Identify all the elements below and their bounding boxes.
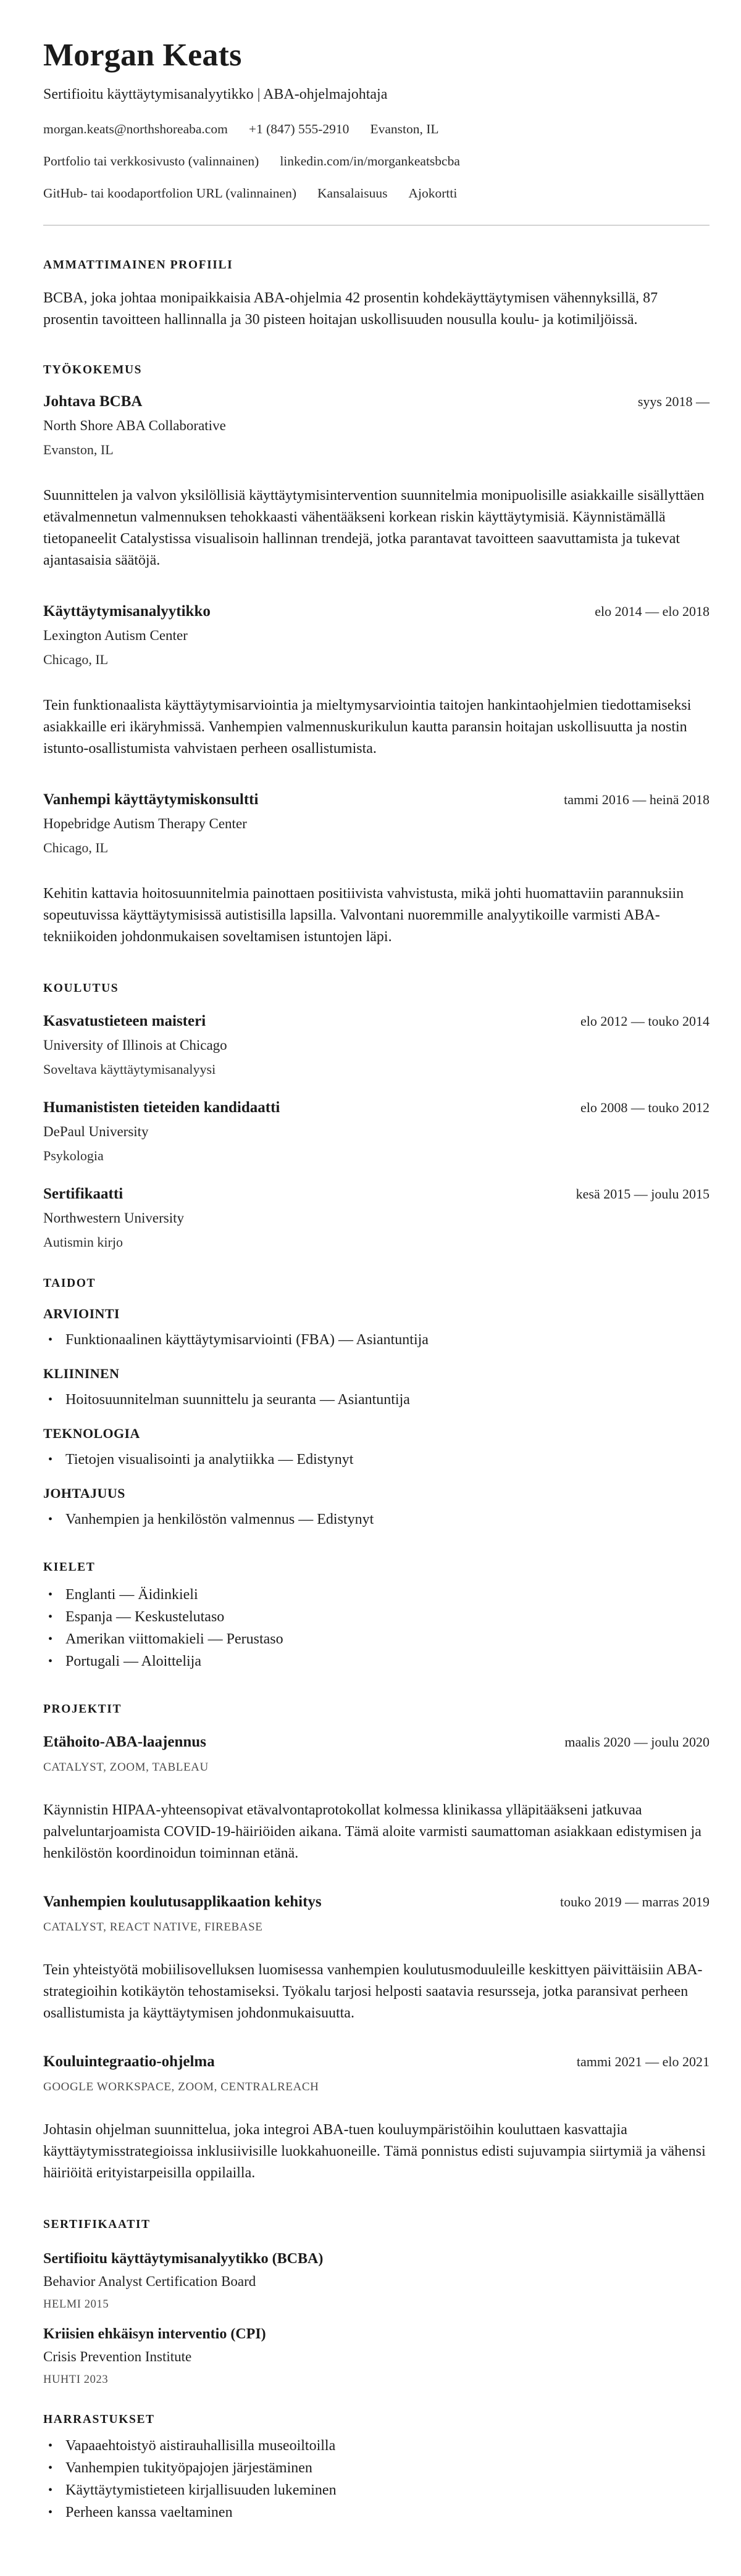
language-list — [43, 1584, 710, 1672]
contact-citizenship: Kansalaisuus — [317, 186, 388, 201]
language-item-text: Portugali — Aloittelija — [65, 1653, 201, 1669]
degree-entry — [43, 1012, 710, 1078]
project-entry — [43, 2053, 710, 2184]
job-header — [43, 602, 710, 621]
degree-header — [43, 1012, 710, 1031]
project-dates: maalis 2020 — joulu 2020 — [564, 1734, 710, 1750]
hobby-list — [43, 2435, 710, 2524]
hobby-item — [43, 2501, 710, 2524]
job-description: Kehitin kattavia hoitosuunnitelmia painottaen positiivista vahvistusta, mikä johti huomattaviin parannuksiin sopeutuvissa käyttäytymisissä autistisilla lapsilla. Valvontani nuoremmille analyytikoille varmisti ABA-tekniikoiden johdonmukaisen soveltamisen istuntojen läpi. — [43, 886, 684, 945]
bullet-icon: • — [48, 1610, 53, 1624]
certification-date: HUHTI 2023 — [43, 2374, 109, 2386]
certification-issuer: Behavior Analyst Certification Board — [43, 2274, 256, 2289]
job-description: Tein funktionaalista käyttäytymisarviointia ja mieltymysarviointia taitojen hankintaohjelmien tiedottamiseksi asiakkaille eri ikäryhmissä. Vanhempien valmennuskurikulun kautta paransin hoitajan uskollisuutta ja nostin istunto-osallistumista vahvistaen perheen osallistumista. — [43, 697, 692, 757]
degree-entry — [43, 1185, 710, 1250]
contact-row-1 — [43, 122, 710, 136]
hobby-item — [43, 2479, 710, 2501]
degree-field: Soveltava käyttäytymisanalyysi — [43, 1062, 216, 1077]
job-dates: syys 2018 — — [637, 394, 710, 409]
job-title: Käyttäytymisanalyytikko — [43, 603, 211, 620]
job-description: Suunnittelen ja valvon yksilöllisiä käyttäytymisintervention suunnitelmia monipuolisille asiakkaille sisällyttäen etävalmennetun valmennuksen tehokkaasti vähentääkseni korkean riskin käyttäytymisiä. Käynnistämällä tietopaneelit Catalystissa visualisoin hallinnan trendejä, jotka parantavat tavoitteen saavuttamista ja tukevat ajantasaisia säätöjä. — [43, 488, 705, 568]
contact-linkedin: linkedin.com/in/morgankeatsbcba — [280, 154, 460, 168]
skill-item-text: Funktionaalinen käyttäytymisarviointi (FBA) — Asiantuntija — [65, 1332, 429, 1348]
degree-field: Autismin kirjo — [43, 1234, 123, 1250]
skill-item-text: Tietojen visualisointi ja analytiikka — Edistynyt — [65, 1452, 354, 1468]
language-item — [43, 1606, 710, 1628]
project-stack: GOOGLE WORKSPACE, ZOOM, CENTRALREACH — [43, 2080, 319, 2093]
job-entry — [43, 393, 710, 571]
section-heading-profile: AMMATTIMAINEN PROFIILI — [43, 259, 233, 272]
degree-dates: elo 2012 — touko 2014 — [580, 1013, 710, 1029]
section-skills — [43, 1276, 710, 1531]
contact-email: morgan.keats@northshoreaba.com — [43, 122, 228, 136]
certification-issuer: Crisis Prevention Institute — [43, 2349, 192, 2364]
bullet-icon: • — [48, 1513, 53, 1526]
project-header — [43, 1893, 710, 1911]
certification-name: Sertifioitu käyttäytymisanalyytikko (BCBA) — [43, 2251, 324, 2267]
bullet-icon: • — [48, 1588, 53, 1602]
hobby-item-text: Käyttäytymistieteen kirjallisuuden lukeminen — [65, 2482, 337, 2498]
degree-dates: elo 2008 — touko 2012 — [580, 1100, 710, 1115]
certification-entry — [43, 2325, 710, 2387]
project-stack: CATALYST, ZOOM, TABLEAU — [43, 1761, 209, 1774]
job-entry — [43, 791, 710, 948]
skill-group-name: TEKNOLOGIA — [43, 1426, 140, 1441]
job-title: Vanhempi käyttäytymiskonsultti — [43, 791, 259, 808]
section-hobbies — [43, 2412, 710, 2524]
hobby-item-text: Vapaaehtoistyö aistirauhallisilla museoiltoilla — [65, 2438, 336, 2454]
skill-group — [43, 1366, 710, 1411]
project-entry — [43, 1893, 710, 2024]
bullet-icon: • — [48, 1632, 53, 1646]
job-location: Evanston, IL — [43, 442, 114, 457]
contact-drivers-license: Ajokortti — [408, 186, 458, 201]
skill-item-text: Hoitosuunnitelman suunnittelu ja seuranta — Asiantuntija — [65, 1392, 410, 1408]
certification-name: Kriisien ehkäisyn interventio (CPI) — [43, 2326, 266, 2342]
hobby-item-text: Vanhempien tukityöpajojen järjestäminen — [65, 2460, 312, 2476]
section-heading-skills: TAIDOT — [43, 1277, 96, 1290]
bullet-icon: • — [48, 2439, 53, 2453]
degree-school: DePaul University — [43, 1124, 149, 1139]
skill-list — [43, 1329, 710, 1351]
degree-title: Humanististen tieteiden kandidaatti — [43, 1099, 280, 1116]
person-name: Morgan Keats — [43, 38, 242, 73]
section-heading-education: KOULUTUS — [43, 982, 119, 995]
section-education — [43, 981, 710, 1250]
degree-school: Northwestern University — [43, 1210, 185, 1226]
language-item — [43, 1628, 710, 1650]
contact-location: Evanston, IL — [370, 122, 439, 136]
job-entry — [43, 602, 710, 760]
skill-group-name: JOHTAJUUS — [43, 1485, 125, 1501]
job-header — [43, 393, 710, 411]
degree-dates: kesä 2015 — joulu 2015 — [576, 1186, 710, 1202]
certification-entry — [43, 2250, 710, 2311]
skill-item — [43, 1509, 710, 1531]
project-header — [43, 1733, 710, 1751]
skill-group — [43, 1426, 710, 1471]
section-certifications — [43, 2217, 710, 2387]
bullet-icon: • — [48, 2461, 53, 2475]
header-divider — [43, 225, 710, 226]
job-company: Lexington Autism Center — [43, 628, 188, 643]
project-title: Etähoito-ABA-laajennus — [43, 1734, 206, 1750]
degree-field: Psykologia — [43, 1148, 104, 1163]
skill-item — [43, 1329, 710, 1351]
hobby-item-text: Perheen kanssa vaeltaminen — [65, 2504, 233, 2520]
project-stack: CATALYST, REACT NATIVE, FIREBASE — [43, 1921, 263, 1934]
section-projects — [43, 1702, 710, 2184]
language-item-text: Espanja — Keskustelutaso — [65, 1609, 225, 1625]
skill-item-text: Vanhempien ja henkilöstön valmennus — Edistynyt — [65, 1511, 374, 1527]
bullet-icon: • — [48, 1655, 53, 1668]
language-item-text: Amerikan viittomakieli — Perustaso — [65, 1631, 283, 1647]
project-entry — [43, 1733, 710, 1864]
degree-title: Sertifikaatti — [43, 1186, 124, 1202]
job-company: Hopebridge Autism Therapy Center — [43, 816, 247, 831]
job-location: Chicago, IL — [43, 652, 109, 667]
job-dates: elo 2014 — elo 2018 — [595, 604, 710, 619]
language-item — [43, 1650, 710, 1672]
section-heading-experience: TYÖKOKEMUS — [43, 364, 143, 376]
project-dates: tammi 2021 — elo 2021 — [576, 2054, 710, 2069]
degree-header — [43, 1099, 710, 1117]
section-heading-hobbies: HARRASTUKSET — [43, 2413, 155, 2426]
skill-list — [43, 1389, 710, 1411]
language-item — [43, 1584, 710, 1606]
degree-title: Kasvatustieteen maisteri — [43, 1013, 206, 1029]
job-header — [43, 791, 710, 809]
skill-group — [43, 1306, 710, 1351]
degree-entry — [43, 1099, 710, 1164]
job-company: North Shore ABA Collaborative — [43, 418, 226, 433]
skill-group-name: ARVIOINTI — [43, 1306, 120, 1321]
skill-item — [43, 1389, 710, 1411]
hobby-item — [43, 2457, 710, 2479]
job-title: Johtava BCBA — [43, 393, 143, 410]
bullet-icon: • — [48, 2506, 53, 2519]
section-experience — [43, 363, 710, 948]
section-profile — [43, 258, 710, 331]
language-item-text: Englanti — Äidinkieli — [65, 1587, 198, 1603]
skill-item — [43, 1449, 710, 1471]
bullet-icon: • — [48, 2483, 53, 2497]
degree-school: University of Illinois at Chicago — [43, 1037, 227, 1053]
job-dates: tammi 2016 — heinä 2018 — [564, 792, 710, 807]
contact-github-label: GitHub- tai koodaportfolion URL (valinnainen) — [43, 186, 297, 201]
project-description: Johtasin ohjelman suunnittelua, joka integroi ABA-tuen kouluympäristöihin kouluttaen kasvattajia käyttäytymisstrategioissa inklusiivisille luokkahuoneille. Tämä ponnistus edisti sujuvampia siirtymiä ja vähensi häiriöitä erityistarpeisilla oppilailla. — [43, 2122, 706, 2181]
contact-row-3 — [43, 186, 710, 200]
bullet-icon: • — [48, 1453, 53, 1466]
skill-list — [43, 1449, 710, 1471]
skill-group-name: KLIININEN — [43, 1366, 120, 1381]
hobby-item — [43, 2435, 710, 2457]
contact-row-2 — [43, 154, 710, 168]
section-heading-projects: PROJEKTIT — [43, 1703, 122, 1716]
certification-date: HELMI 2015 — [43, 2298, 109, 2311]
job-location: Chicago, IL — [43, 840, 109, 855]
project-title: Kouluintegraatio-ohjelma — [43, 2053, 215, 2070]
profile-text: BCBA, joka johtaa monipaikkaisia ABA-ohjelmia 42 prosentin kohdekäyttäytymisen vähennyksillä, 87 prosentin tavoitteen hallinnalla ja 30 pisteen hoitajan uskollisuuden nousulla koulu- ja kotimiljöissä. — [43, 290, 658, 328]
contact-portfolio-label: Portfolio tai verkkosivusto (valinnainen) — [43, 154, 259, 168]
bullet-icon: • — [48, 1333, 53, 1347]
project-title: Vanhempien koulutusapplikaation kehitys — [43, 1893, 322, 1910]
bullet-icon: • — [48, 1393, 53, 1406]
degree-header — [43, 1185, 710, 1203]
project-header — [43, 2053, 710, 2071]
resume-header — [43, 37, 710, 226]
contact-phone: +1 (847) 555-2910 — [248, 122, 350, 136]
section-languages — [43, 1560, 710, 1672]
section-heading-certifications: SERTIFIKAATIT — [43, 2218, 151, 2231]
skill-group — [43, 1485, 710, 1531]
project-description: Käynnistin HIPAA-yhteensopivat etävalvontaprotokollat kolmessa klinikassa ylläpitääkseni jatkuvaa palveluntarjoamista COVID-19-häiriöiden aikana. Tämä aloite varmisti saumattoman asiakkaan edistymisen ja henkilöstön koordinoidun toiminnan etänä. — [43, 1802, 701, 1861]
section-heading-languages: KIELET — [43, 1561, 96, 1574]
person-headline: Sertifioitu käyttäytymisanalyytikko | ABA-ohjelmajohtaja — [43, 86, 388, 102]
skill-list — [43, 1509, 710, 1531]
project-dates: touko 2019 — marras 2019 — [560, 1894, 710, 1909]
project-description: Tein yhteistyötä mobiilisovelluksen luomisessa vanhempien koulutusmoduuleille keskittyen päivittäisiin ABA-strategioihin kotikäytön tehostamiseksi. Työkalu tarjosi helposti saatavia resursseja, jotka paransivat perheen osallistumista ja käyttäytymisen johdonmukaisuutta. — [43, 1962, 703, 2021]
